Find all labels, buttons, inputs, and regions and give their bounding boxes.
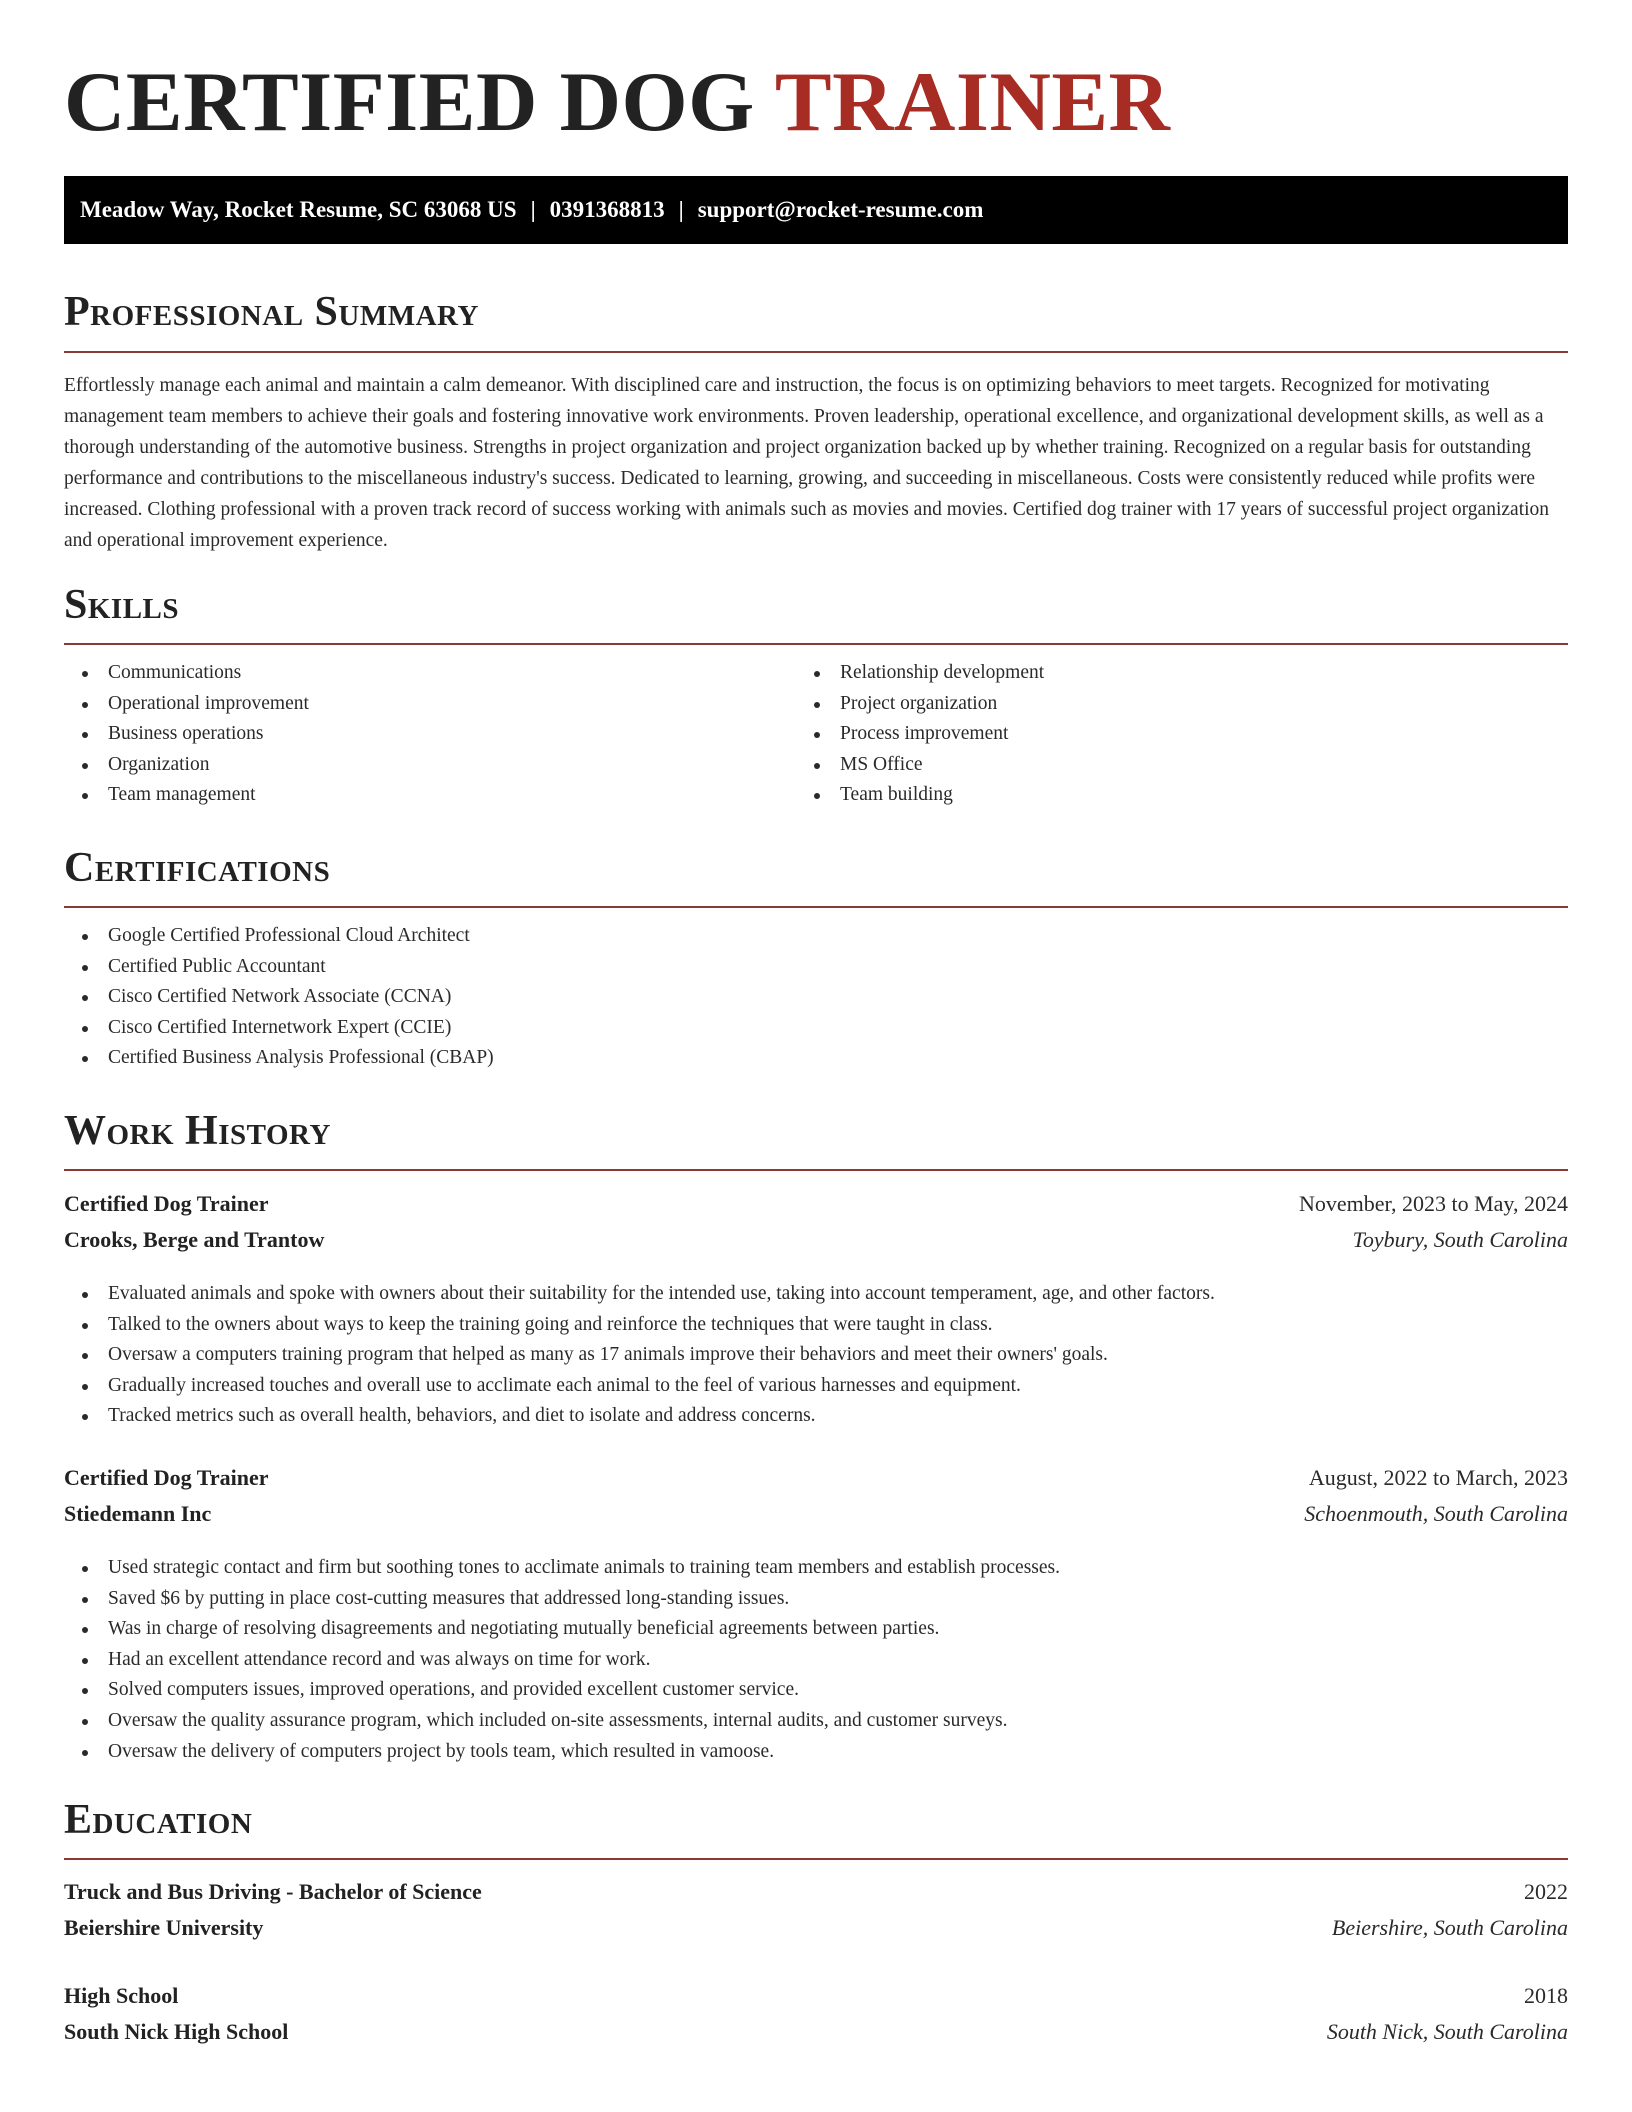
skill-item: Project organization xyxy=(796,689,1044,720)
skill-item: Process improvement xyxy=(796,719,1044,750)
contact-separator: | xyxy=(530,197,536,222)
section-divider xyxy=(64,1169,1568,1171)
contact-bar xyxy=(64,176,1568,244)
section-divider xyxy=(64,643,1568,645)
job-dates: November, 2023 to May, 2024 xyxy=(1299,1191,1568,1216)
job-duty: Was in charge of resolving disagreements and negotiating mutually beneficial agreements between parties. xyxy=(64,1614,1060,1645)
education-heading: Education xyxy=(64,1797,253,1843)
job-role: Certified Dog Trainer xyxy=(64,1465,269,1490)
education-school: South Nick High School xyxy=(64,2019,289,2044)
job-duty: Saved $6 by putting in place cost-cutting measures that addressed long-standing issues. xyxy=(64,1584,1060,1615)
contact-address: Meadow Way, Rocket Resume, SC 63068 US xyxy=(80,197,517,222)
job-duty: Had an excellent attendance record and was always on time for work. xyxy=(64,1645,1060,1676)
title-name: CERTIFIED DOG xyxy=(64,55,755,149)
job-duty: Oversaw a computers training program that helped as many as 17 animals improve their behaviors and meet their owners' goals. xyxy=(64,1340,1215,1371)
job-dates: August, 2022 to March, 2023 xyxy=(1308,1465,1568,1490)
job-company: Crooks, Berge and Trantow xyxy=(64,1227,325,1252)
section-divider xyxy=(64,351,1568,353)
job-duty: Solved computers issues, improved operations, and provided excellent customer service. xyxy=(64,1675,1060,1706)
skills-heading: Skills xyxy=(64,582,180,628)
job-duty: Oversaw the quality assurance program, which included on-site assessments, internal audits, and customer surveys. xyxy=(64,1706,1060,1737)
certification-item: Cisco Certified Network Associate (CCNA) xyxy=(64,982,494,1013)
education-subheader xyxy=(64,2014,1568,2050)
education-location: South Nick, South Carolina xyxy=(1326,2019,1568,2044)
job-duty: Tracked metrics such as overall health, behaviors, and diet to isolate and address concerns. xyxy=(64,1401,1215,1432)
job-subheader xyxy=(64,1496,1568,1532)
skill-item: Relationship development xyxy=(796,658,1044,689)
section-divider xyxy=(64,1858,1568,1860)
section-divider xyxy=(64,906,1568,908)
job-location: Toybury, South Carolina xyxy=(1352,1227,1568,1252)
job-duty: Used strategic contact and firm but soothing tones to acclimate animals to training team members and establish processes. xyxy=(64,1553,1060,1584)
skill-item: Business operations xyxy=(64,719,309,750)
skill-item: Team building xyxy=(796,780,1044,811)
education-year: 2018 xyxy=(1524,1983,1568,2008)
resume-title xyxy=(64,52,1170,152)
skill-item: Operational improvement xyxy=(64,689,309,720)
contact-phone[interactable]: 0391368813 xyxy=(549,197,665,222)
education-location: Beiershire, South Carolina xyxy=(1331,1915,1568,1940)
job-company: Stiedemann Inc xyxy=(64,1501,212,1526)
job-subheader xyxy=(64,1222,1568,1258)
job-location: Schoenmouth, South Carolina xyxy=(1304,1501,1568,1526)
education-header xyxy=(64,1874,1568,1910)
skill-item: Team management xyxy=(64,780,309,811)
education-school: Beiershire University xyxy=(64,1915,264,1940)
job-duty: Oversaw the delivery of computers project by tools team, which resulted in vamoose. xyxy=(64,1737,1060,1768)
certification-item: Google Certified Professional Cloud Architect xyxy=(64,921,494,952)
education-header xyxy=(64,1978,1568,2014)
job-duties-list xyxy=(64,1279,1215,1432)
certification-item: Cisco Certified Internetwork Expert (CCIE) xyxy=(64,1013,494,1044)
certification-item: Certified Public Accountant xyxy=(64,952,494,983)
contact-email[interactable]: support@rocket-resume.com xyxy=(697,197,984,222)
contact-separator: | xyxy=(678,197,684,222)
education-degree: High School xyxy=(64,1983,179,2008)
job-duty: Evaluated animals and spoke with owners about their suitability for the intended use, taking into account temperament, age, and other factors. xyxy=(64,1279,1215,1310)
education-degree: Truck and Bus Driving - Bachelor of Science xyxy=(64,1879,482,1904)
summary-text: Effortlessly manage each animal and maintain a calm demeanor. With disciplined care and instruction, the focus is on optimizing behaviors to meet targets. Recognized for motivating management team members to achieve their goals and fostering innovative work environments. Proven leadership, operational excellence, and organizational development skills, as well as a thorough understanding of the automotive business. Strengths in project organization and project organization backed up by whether training. Recognized on a regular basis for outstanding performance and contributions to the miscellaneous industry's success. Dedicated to learning, growing, and succeeding in miscellaneous. Costs were consistently reduced while profits were increased. Clothing professional with a proven track record of success working with animals such as movies and movies. Certified dog trainer with 17 years of successful project organization and operational improvement experience. xyxy=(64,375,1550,551)
certifications-heading: Certifications xyxy=(64,845,331,891)
skill-item: Communications xyxy=(64,658,309,689)
job-duties-list xyxy=(64,1553,1060,1767)
job-header xyxy=(64,1460,1568,1496)
job-duty: Gradually increased touches and overall use to acclimate each animal to the feel of various harnesses and equipment. xyxy=(64,1371,1215,1402)
work-history-heading: Work History xyxy=(64,1108,331,1154)
certifications-list xyxy=(64,921,494,1074)
skill-item: MS Office xyxy=(796,750,1044,781)
skills-list-right xyxy=(796,658,1044,811)
summary-heading: Professional Summary xyxy=(64,289,479,335)
title-role: TRAINER xyxy=(774,55,1171,149)
certification-item: Certified Business Analysis Professional (CBAP) xyxy=(64,1043,494,1074)
job-role: Certified Dog Trainer xyxy=(64,1191,269,1216)
education-subheader xyxy=(64,1910,1568,1946)
skills-list-left xyxy=(64,658,309,811)
job-header xyxy=(64,1186,1568,1222)
job-duty: Talked to the owners about ways to keep the training going and reinforce the techniques that were taught in class. xyxy=(64,1310,1215,1341)
education-year: 2022 xyxy=(1524,1879,1568,1904)
skill-item: Organization xyxy=(64,750,309,781)
